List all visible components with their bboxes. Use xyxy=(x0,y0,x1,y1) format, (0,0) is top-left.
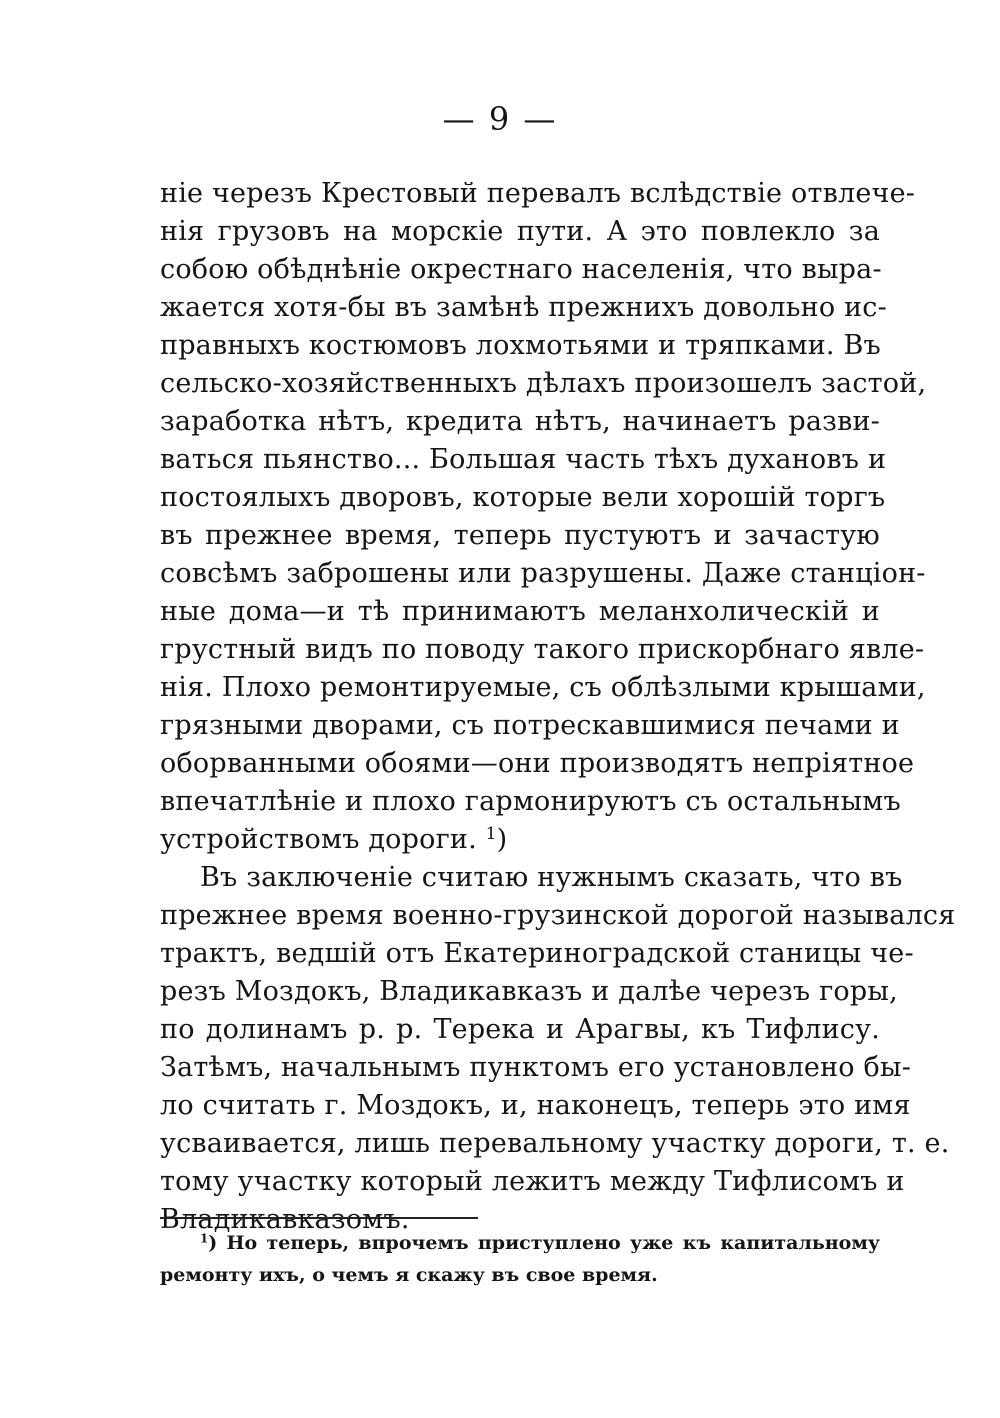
text-line: грустный видъ по поводу такого прискорбнаго явле- xyxy=(160,634,925,665)
footnote-line xyxy=(160,1227,880,1259)
text-line: ные дома—и тѣ принимаютъ меланхолическій и xyxy=(160,596,880,627)
text-line: трактъ, ведшій отъ Екатериноградской станицы че- xyxy=(160,938,914,969)
text-line: жается хотя-бы въ замѣнѣ прежнихъ довольно ис- xyxy=(160,292,887,323)
text-line: совсѣмъ заброшены или разрушены. Даже станціон- xyxy=(160,558,926,589)
text-line: тому участку который лежитъ между Тифлисомъ и xyxy=(160,1166,905,1197)
text-line: оборванными обоями—они производятъ непріятное xyxy=(160,748,915,779)
footnote xyxy=(160,1227,880,1291)
footnote-marker: 1 xyxy=(200,1231,209,1246)
text-line: въ прежнее время, теперь пустуютъ и зачастую xyxy=(160,520,880,551)
text-line: впечатлѣніе и плохо гармонируютъ съ остальнымъ xyxy=(160,786,901,817)
text-line: нія. Плохо ремонтируемые, съ облѣзлыми крышами, xyxy=(160,672,926,703)
text-line: ло считать г. Моздокъ, и, наконецъ, теперь это имя xyxy=(160,1090,911,1121)
text-line: Владикавказомъ. xyxy=(160,1204,410,1235)
text-line: прежнее время военно-грузинской дорогой назывался xyxy=(160,900,956,931)
text-line: Въ заключеніе считаю нужнымъ сказать, что въ xyxy=(200,862,903,893)
text-line: нія грузовъ на морскіе пути. А это повлекло за xyxy=(160,216,880,247)
body-text xyxy=(160,175,956,1239)
text-line: ніе черезъ Крестовый перевалъ вслѣдствіе отвлече- xyxy=(160,178,916,209)
text-line: правныхъ костюмовъ лохмотьями и тряпками. Въ xyxy=(160,330,881,361)
text-line xyxy=(160,821,880,859)
text-line: резъ Моздокъ, Владикавказъ и далѣе черезъ горы, xyxy=(160,976,898,1007)
footnote-line: ремонту ихъ, о чемъ я скажу въ свое время. xyxy=(160,1264,658,1286)
footnote-marker-paren: ) xyxy=(208,1232,218,1254)
text-line: постоялыхъ дворовъ, которые вели хорошій торгъ xyxy=(160,482,886,513)
footnote-reference[interactable]: 1 xyxy=(485,822,497,843)
footnote-reference-paren: ) xyxy=(496,824,508,855)
text-line: Затѣмъ, начальнымъ пунктомъ его установлено бы- xyxy=(160,1052,912,1083)
text-line: заработка нѣтъ, кредита нѣтъ, начинаетъ разви- xyxy=(160,406,880,437)
text-line: грязными дворами, съ потрескавшимися печами и xyxy=(160,710,900,741)
footnote-divider xyxy=(160,1217,478,1219)
text-line: по долинамъ р. р. Терека и Арагвы, къ Тифлису. xyxy=(160,1014,880,1045)
paragraph-end-text: устройствомъ дороги. xyxy=(160,824,477,855)
text-line: усваивается, лишь перевальному участку дороги, т. е. xyxy=(160,1128,950,1159)
text-line: собою обѣднѣніе окрестнаго населенія, что выра- xyxy=(160,254,882,285)
text-line: ваться пьянство... Большая часть тѣхъ духановъ и xyxy=(160,444,887,475)
text-line: сельско-хозяйственныхъ дѣлахъ произошелъ застой, xyxy=(160,368,927,399)
page-number: — 9 — xyxy=(442,100,558,138)
footnote-text: Но теперь, впрочемъ приступлено уже къ капитальному xyxy=(226,1232,880,1254)
